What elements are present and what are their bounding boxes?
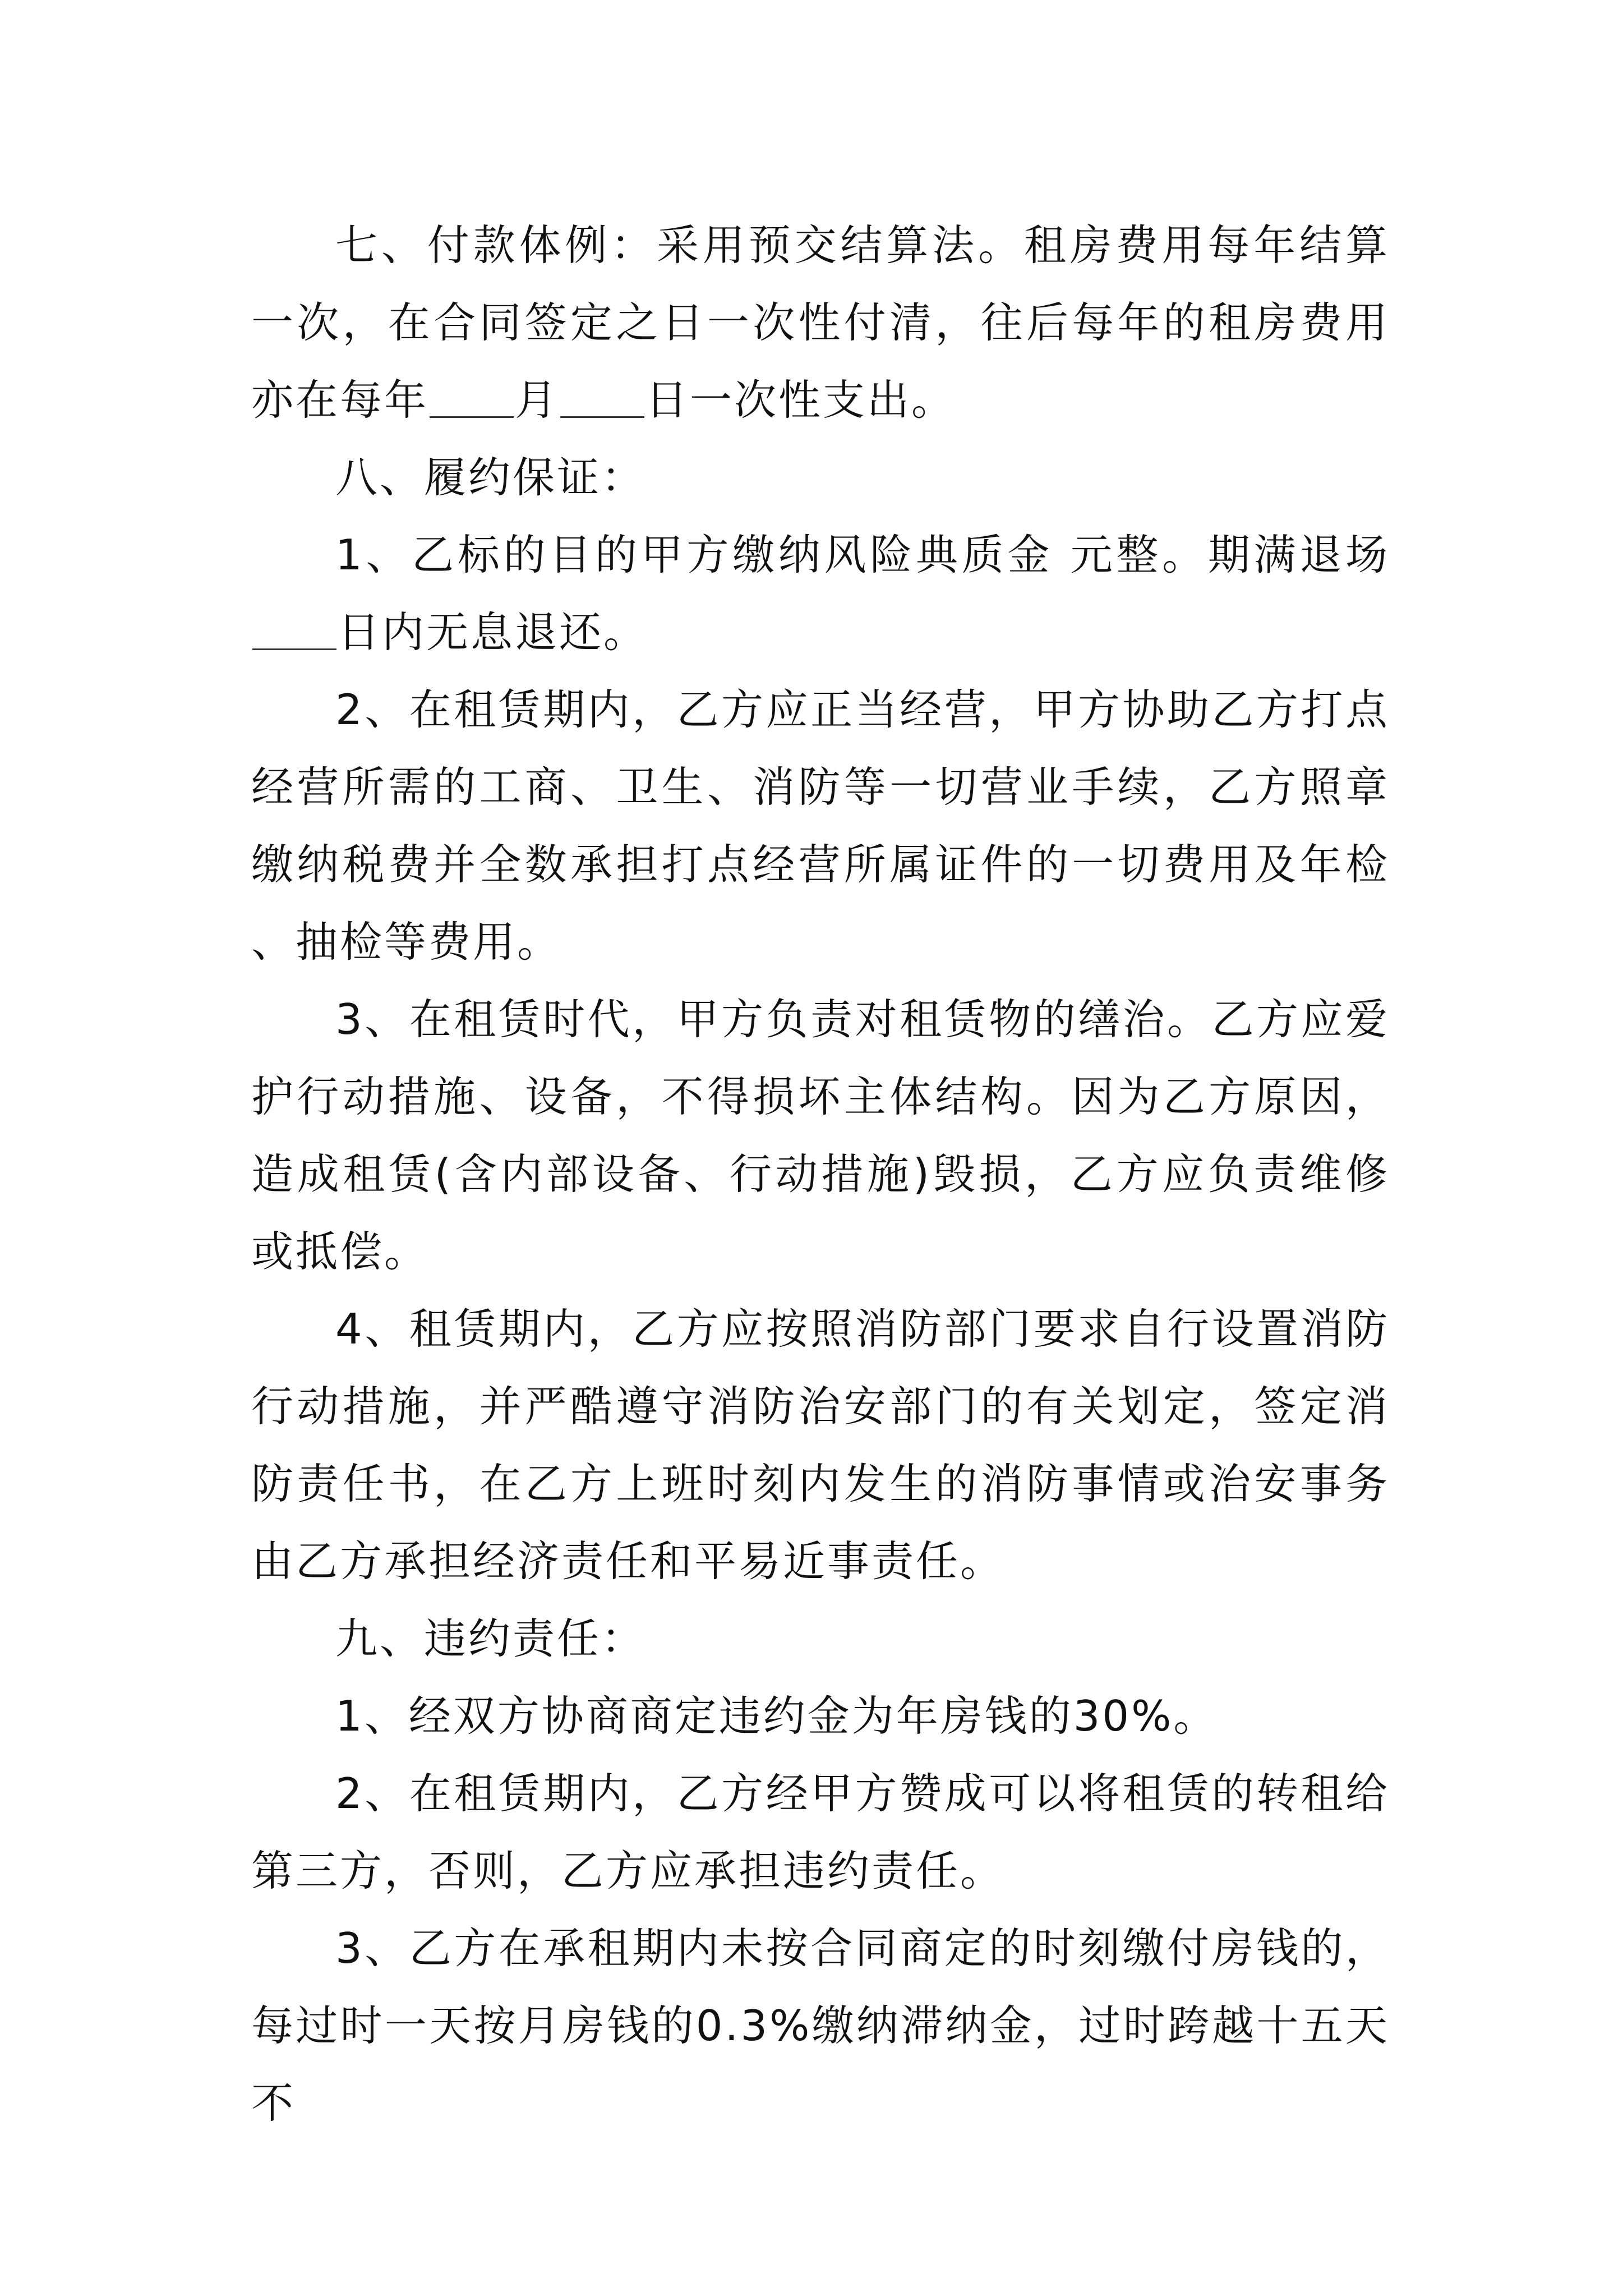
guarantee-clause-1-tail: 日内无息退还。 — [338, 608, 648, 657]
month-blank — [430, 380, 514, 418]
breach-clause-3: 3、乙方在承租期内未按合同商定的时刻缴付房钱的，每过时一天按月房钱的0.3%缴纳滞纳金，过时跨越十五天不 — [251, 1924, 1390, 2128]
breach-liability-heading: 九、违约责任： — [335, 1614, 646, 1663]
payment-method-tail: 日一次性支出。 — [645, 375, 956, 425]
days-blank — [252, 613, 336, 650]
performance-guarantee-heading: 八、履约保证： — [335, 453, 646, 502]
guarantee-clause-3: 3、在租赁时代，甲方负责对租赁物的缮治。乙方应爱护行动措施、设备，不得损坏主体结构。因为乙方原因，造成租赁(含内部设备、行动措施)毁损，乙方应负责维修或抵偿。 — [251, 995, 1390, 1276]
guarantee-clause-1-text: 1、乙标的目的甲方缴纳风险典质金 元整。期满退场 — [335, 530, 1390, 579]
day-blank — [560, 380, 644, 418]
payment-method-text: 七、付款体例：采用预交结算法。租房费用每年结算一次，在合同签定之日一次性付清，往后每年的租房费用亦在每年 — [251, 220, 1390, 425]
document-page — [251, 206, 1390, 2142]
breach-clause-2: 2、在租赁期内，乙方经甲方赞成可以将租赁的转租给第三方，否则，乙方应承担违约责任。 — [251, 1769, 1390, 1895]
guarantee-clause-2: 2、在租赁期内，乙方应正当经营，甲方协助乙方打点经营所需的工商、卫生、消防等一切营业手续，乙方照章缴纳税费并全数承担打点经营所属证件的一切费用及年检、抽检等费用。 — [251, 685, 1390, 967]
guarantee-clause-1 — [251, 516, 1390, 671]
guarantee-clause-4: 4、租赁期内，乙方应按照消防部门要求自行设置消防行动措施，并严酷遵守消防治安部门的有关划定，签定消防责任书，在乙方上班时刻内发生的消防事情或治安事务由乙方承担经济责任和平易近事责任。 — [251, 1304, 1390, 1586]
payment-method-paragraph — [251, 206, 1390, 439]
breach-clause-1: 1、经双方协商商定违约金为年房钱的30%。 — [335, 1691, 1218, 1741]
month-label: 月 — [515, 375, 560, 425]
